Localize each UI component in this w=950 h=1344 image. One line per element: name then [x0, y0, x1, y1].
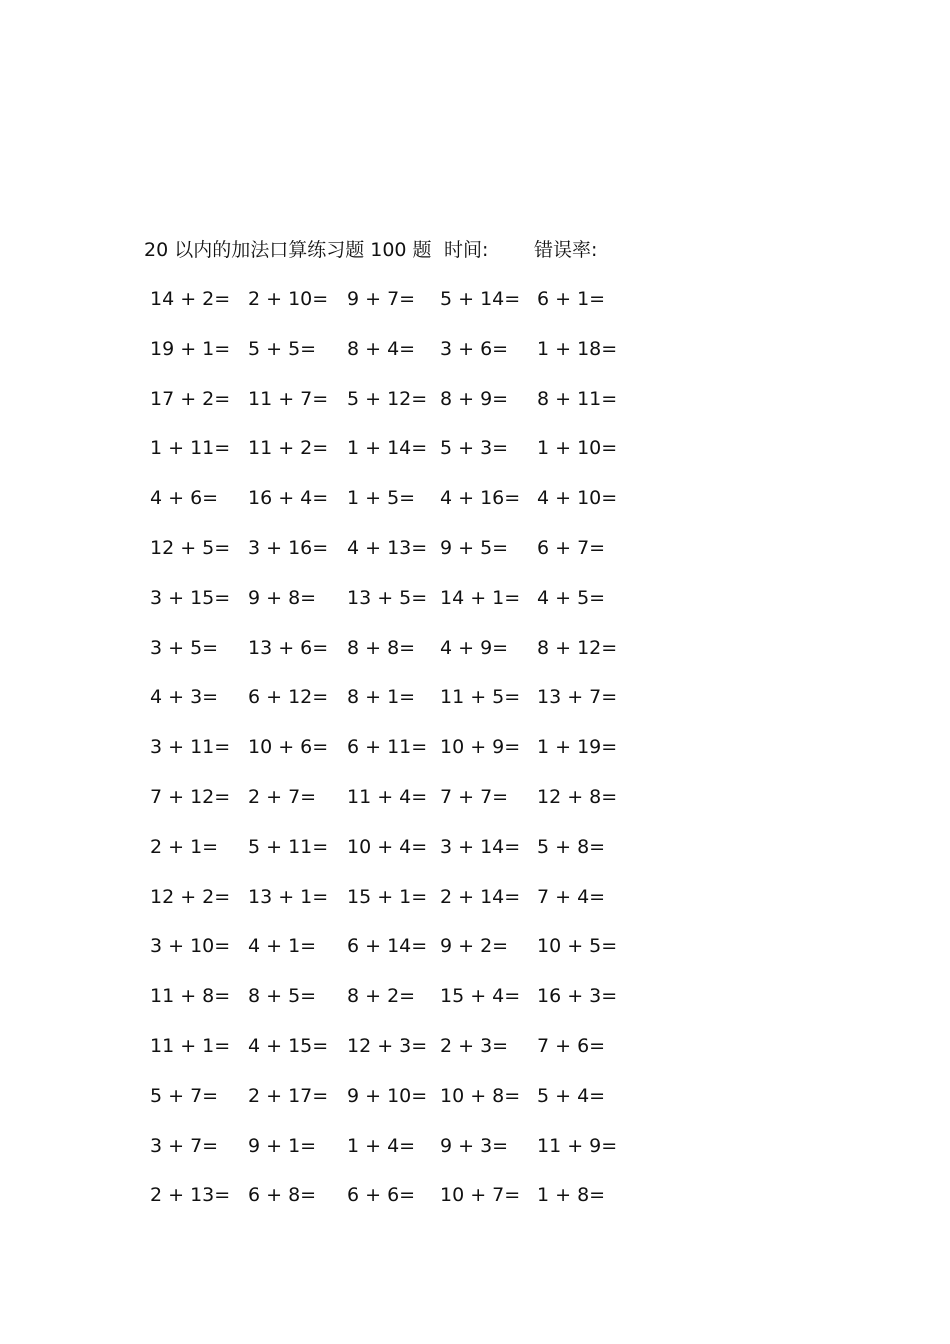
problem-item: 3 + 16=: [248, 536, 329, 559]
problem-item: 16 + 3=: [537, 985, 618, 1008]
problem-row: [0, 433, 950, 483]
problem-item: 13 + 6=: [248, 636, 329, 659]
problem-item: 5 + 11=: [248, 835, 329, 858]
problem-item: 5 + 3=: [440, 437, 509, 460]
problem-item: 14 + 1=: [440, 586, 521, 609]
problem-item: 11 + 2=: [248, 437, 329, 460]
problem-row: [0, 1081, 950, 1131]
problem-row: [0, 334, 950, 384]
problem-item: 8 + 4=: [347, 337, 416, 360]
problem-item: 5 + 14=: [440, 288, 521, 310]
problem-item: 8 + 1=: [347, 686, 416, 709]
problem-item: 6 + 8=: [248, 1184, 317, 1207]
problem-item: 11 + 9=: [537, 1134, 618, 1157]
problem-item: 8 + 5=: [248, 985, 317, 1008]
problem-item: 13 + 1=: [248, 885, 329, 908]
problem-item: 9 + 3=: [440, 1134, 509, 1157]
problem-item: 10 + 7=: [440, 1184, 521, 1207]
worksheet-title: 20 以内的加法口算练习题 100 题: [144, 239, 432, 261]
problem-item: 8 + 12=: [537, 636, 618, 659]
problem-item: 8 + 2=: [347, 985, 416, 1008]
problem-item: 5 + 5=: [248, 337, 317, 360]
problem-row: [0, 533, 950, 583]
problem-item: 3 + 5=: [150, 636, 219, 659]
problem-item: 10 + 4=: [347, 835, 428, 858]
problem-item: 10 + 9=: [440, 736, 521, 759]
problem-item: 13 + 5=: [347, 586, 428, 609]
problem-item: 2 + 10=: [248, 288, 329, 310]
problem-row: [0, 583, 950, 633]
problem-item: 1 + 18=: [537, 337, 618, 360]
problem-item: 4 + 15=: [248, 1034, 329, 1057]
problem-row: [0, 1031, 950, 1081]
problem-item: 5 + 7=: [150, 1084, 219, 1107]
problem-item: 7 + 12=: [150, 785, 231, 808]
problem-item: 6 + 12=: [248, 686, 329, 709]
problem-row: [0, 284, 950, 334]
problem-item: 1 + 14=: [347, 437, 428, 460]
problem-item: 1 + 4=: [347, 1134, 416, 1157]
problem-item: 2 + 7=: [248, 785, 317, 808]
problem-row: [0, 1180, 950, 1230]
problem-row: [0, 633, 950, 683]
problem-item: 2 + 14=: [440, 885, 521, 908]
problem-item: 4 + 1=: [248, 935, 317, 958]
problem-row: [0, 682, 950, 732]
problem-item: 5 + 8=: [537, 835, 606, 858]
problem-item: 1 + 19=: [537, 736, 618, 759]
problem-item: 11 + 7=: [248, 387, 329, 410]
problem-item: 2 + 17=: [248, 1084, 329, 1107]
problem-item: 14 + 2=: [150, 288, 231, 310]
problem-item: 9 + 10=: [347, 1084, 428, 1107]
problem-item: 16 + 4=: [248, 487, 329, 510]
problem-item: 2 + 13=: [150, 1184, 231, 1207]
problem-item: 19 + 1=: [150, 337, 231, 360]
problem-item: 5 + 4=: [537, 1084, 606, 1107]
problem-row: [0, 882, 950, 932]
problem-item: 4 + 13=: [347, 536, 428, 559]
problem-row: [0, 384, 950, 434]
problem-item: 11 + 8=: [150, 985, 231, 1008]
problem-item: 8 + 11=: [537, 387, 618, 410]
problem-item: 9 + 8=: [248, 586, 317, 609]
problem-row: [0, 832, 950, 882]
problem-item: 15 + 4=: [440, 985, 521, 1008]
problem-item: 3 + 14=: [440, 835, 521, 858]
problem-item: 10 + 8=: [440, 1084, 521, 1107]
time-label: 时间:: [444, 239, 489, 261]
problem-item: 7 + 7=: [440, 785, 509, 808]
problem-item: 10 + 5=: [537, 935, 618, 958]
problem-item: 6 + 1=: [537, 288, 606, 310]
problem-item: 2 + 1=: [150, 835, 219, 858]
problem-item: 3 + 15=: [150, 586, 231, 609]
problem-row: [0, 782, 950, 832]
problem-item: 9 + 1=: [248, 1134, 317, 1157]
problem-item: 3 + 11=: [150, 736, 231, 759]
problem-item: 1 + 8=: [537, 1184, 606, 1207]
problem-item: 13 + 7=: [537, 686, 618, 709]
problem-item: 1 + 10=: [537, 437, 618, 460]
error-rate-label: 错误率:: [534, 239, 598, 261]
problem-item: 6 + 11=: [347, 736, 428, 759]
problem-item: 9 + 7=: [347, 288, 416, 310]
problem-item: 8 + 9=: [440, 387, 509, 410]
problem-item: 7 + 6=: [537, 1034, 606, 1057]
problem-item: 2 + 3=: [440, 1034, 509, 1057]
problem-item: 10 + 6=: [248, 736, 329, 759]
problem-item: 7 + 4=: [537, 885, 606, 908]
problem-item: 6 + 7=: [537, 536, 606, 559]
problem-item: 12 + 5=: [150, 536, 231, 559]
problem-item: 1 + 11=: [150, 437, 231, 460]
problem-item: 9 + 5=: [440, 536, 509, 559]
problem-row: [0, 483, 950, 533]
problem-item: 4 + 3=: [150, 686, 219, 709]
problem-item: 4 + 10=: [537, 487, 618, 510]
problem-grid: [0, 284, 950, 1230]
problem-item: 12 + 8=: [537, 785, 618, 808]
problem-item: 6 + 14=: [347, 935, 428, 958]
problem-item: 5 + 12=: [347, 387, 428, 410]
problem-item: 3 + 7=: [150, 1134, 219, 1157]
problem-item: 4 + 16=: [440, 487, 521, 510]
problem-item: 9 + 2=: [440, 935, 509, 958]
problem-item: 12 + 2=: [150, 885, 231, 908]
problem-item: 15 + 1=: [347, 885, 428, 908]
problem-item: 4 + 5=: [537, 586, 606, 609]
problem-item: 12 + 3=: [347, 1034, 428, 1057]
problem-item: 1 + 5=: [347, 487, 416, 510]
problem-item: 3 + 10=: [150, 935, 231, 958]
problem-row: [0, 981, 950, 1031]
problem-item: 11 + 4=: [347, 785, 428, 808]
problem-item: 11 + 1=: [150, 1034, 231, 1057]
problem-item: 11 + 5=: [440, 686, 521, 709]
problem-item: 4 + 6=: [150, 487, 219, 510]
problem-item: 8 + 8=: [347, 636, 416, 659]
problem-row: [0, 732, 950, 782]
problem-row: [0, 931, 950, 981]
problem-item: 6 + 6=: [347, 1184, 416, 1207]
problem-item: 17 + 2=: [150, 387, 231, 410]
problem-item: 3 + 6=: [440, 337, 509, 360]
problem-item: 4 + 9=: [440, 636, 509, 659]
problem-row: [0, 1131, 950, 1181]
